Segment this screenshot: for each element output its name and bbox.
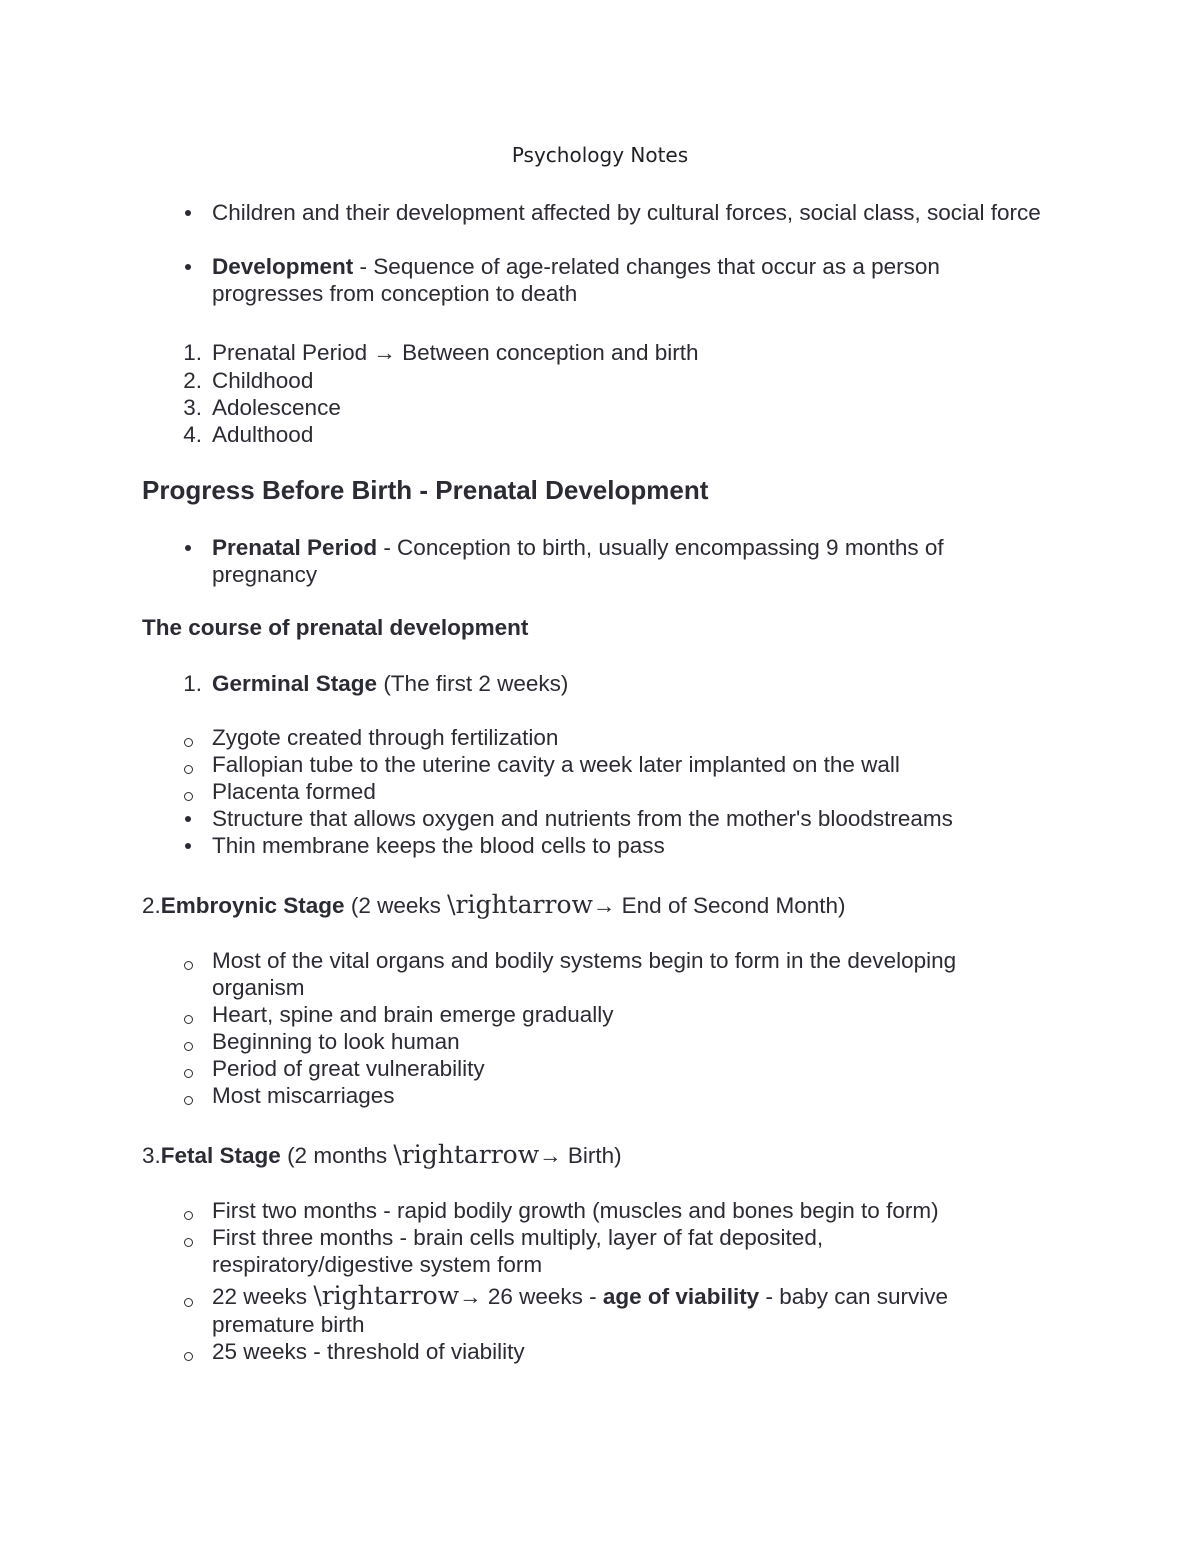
bullet-circle-icon [176,1284,200,1307]
bullet-dot-icon [176,534,200,551]
item-text: Adulthood [212,422,314,447]
item-text: 22 weeks [212,1284,314,1309]
bullet-circle-icon [176,1055,200,1078]
stage-heading-germinal [183,670,1042,697]
item-text: 25 weeks - threshold of viability [212,1339,525,1364]
list-item [212,1224,982,1278]
term: Prenatal Period [212,535,378,560]
item-text: Placenta formed [212,779,376,804]
bullet-dot-icon [176,253,200,270]
item-text: Childhood [212,368,314,393]
subheading: The course of prenatal development [142,615,529,640]
stage-range-start: (2 weeks [344,893,448,918]
item-text: Children and their development affected by cultural forces, social class, social force [212,200,1041,225]
list-item [212,751,1042,778]
bullet-dot-icon [176,832,200,849]
bullet-circle-icon [176,1028,200,1051]
item-text: Fallopian tube to the uterine cavity a week later implanted on the wall [212,752,900,777]
list-item [212,724,1042,751]
list-item [212,778,1042,805]
list-number: 3. [142,1143,161,1168]
item-text: First three months - brain cells multiply, layer of fat deposited, respiratory/digestive system form [212,1225,824,1277]
list-item [212,1082,987,1109]
list-item [212,1001,987,1028]
latex-arrow-text: \rightarrow [313,1281,460,1310]
item-text: → 26 weeks - [459,1284,603,1309]
list-item [212,1282,982,1339]
list-item [183,394,1042,421]
item-text: Period of great vulnerability [212,1056,485,1081]
stage-name: Embroynic Stage [160,893,345,918]
stage-range-end: → Birth) [539,1143,622,1168]
bullet-circle-icon [176,778,200,801]
section-heading: Progress Before Birth - Prenatal Development [142,475,709,505]
item-text: Beginning to look human [212,1029,460,1054]
list-item [183,421,1042,448]
latex-arrow-text: \rightarrow [447,890,593,919]
bullet-circle-icon [176,1197,200,1220]
stage-range: (The first 2 weeks) [377,671,569,696]
stage-range-start: (2 months [280,1143,394,1168]
item-text: - Conception to birth, usually encompassing 9 months of pregnancy [212,535,944,587]
list-item [212,253,1042,307]
bullet-dot-icon [176,805,200,822]
item-text: - baby can survive premature birth [212,1284,949,1337]
list-number: 1. [183,671,202,696]
latex-arrow-text: \rightarrow [393,1140,540,1169]
item-text: Adolescence [212,395,341,420]
list-item [212,534,1012,588]
list-item [183,367,1042,394]
list-item [212,832,1042,859]
item-text: Heart, spine and brain emerge gradually [212,1002,614,1027]
item-text: Thin membrane keeps the blood cells to pass [212,833,665,858]
term: age of viability [602,1284,760,1309]
list-item [212,1338,1042,1365]
item-text: Most miscarriages [212,1083,395,1108]
bullet-circle-icon [176,1082,200,1105]
item-text: Zygote created through fertilization [212,725,559,750]
stage-heading-fetal [142,1141,622,1169]
list-number: 2. [142,893,161,918]
page-title: Psychology Notes [511,143,689,167]
bullet-circle-icon [176,1224,200,1247]
stage-name: Germinal Stage [212,671,378,696]
stage-heading-embryonic [142,891,846,919]
list-item [212,1028,987,1055]
item-text: Prenatal Period → Between conception and birth [212,340,699,365]
stage-name: Fetal Stage [160,1143,281,1168]
term: Development [212,254,354,279]
list-number: 4. [183,422,202,447]
item-text: Most of the vital organs and bodily systems begin to form in the developing organism [212,948,957,1000]
bullet-circle-icon [176,947,200,970]
list-item [183,339,1042,366]
list-number: 2. [183,368,202,393]
bullet-circle-icon [176,751,200,774]
bullet-dot-icon [176,199,200,216]
item-text: Structure that allows oxygen and nutrients from the mother's bloodstreams [212,806,953,831]
list-item [212,947,987,1001]
list-number: 1. [183,340,202,365]
item-text: - Sequence of age-related changes that occur as a person progresses from conception to death [212,254,940,306]
list-number: 3. [183,395,202,420]
list-item [212,199,1042,226]
bullet-circle-icon [176,724,200,747]
list-item [212,805,1042,832]
bullet-circle-icon [176,1001,200,1024]
list-item [212,1055,987,1082]
item-text: First two months - rapid bodily growth (muscles and bones begin to form) [212,1198,939,1223]
bullet-circle-icon [176,1338,200,1361]
stage-range-end: → End of Second Month) [592,893,846,918]
list-item [212,1197,1042,1224]
